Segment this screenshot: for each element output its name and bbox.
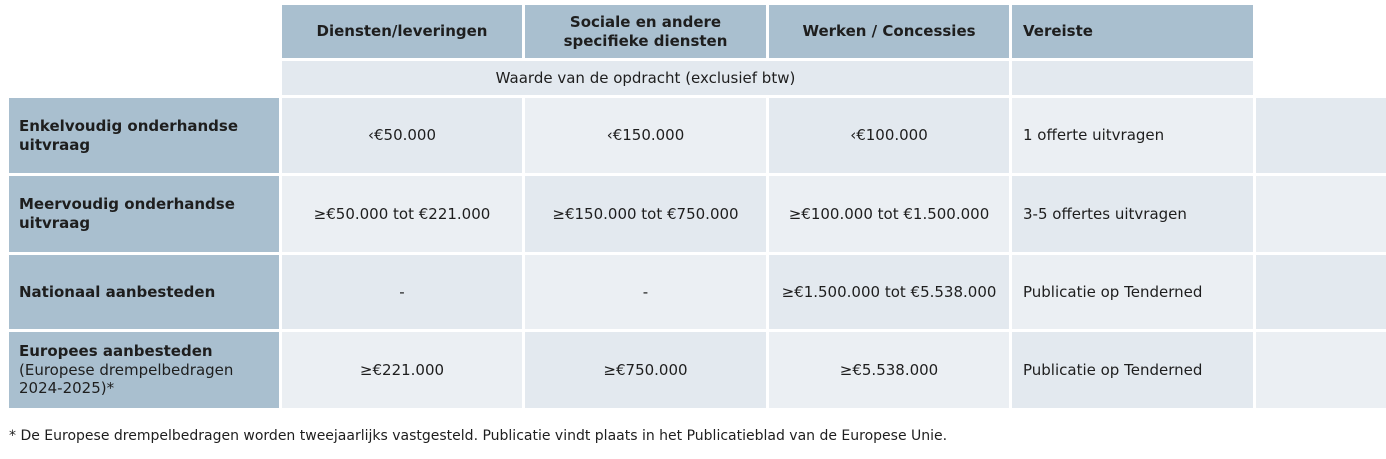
- table-cell: ≥€5.538.000: [769, 332, 1009, 408]
- row-spacer: [1256, 332, 1386, 408]
- subheader-spacer: [1256, 61, 1386, 95]
- table-cell: ≥€1.500.000 tot €5.538.000: [769, 255, 1009, 329]
- row-spacer: [1256, 255, 1386, 329]
- table-cell: ≥€50.000 tot €221.000: [282, 176, 522, 252]
- header-diensten-leveringen: Diensten/leveringen: [282, 5, 522, 58]
- table-cell: ≥€750.000: [525, 332, 766, 408]
- corner-cell: [9, 5, 279, 58]
- table-cell-requirement: Publicatie op Tenderned: [1012, 255, 1253, 329]
- row-title: Nationaal aanbesteden: [19, 282, 216, 301]
- header-sociale-diensten: Sociale en andere specifieke diensten: [525, 5, 766, 58]
- table-cell: -: [525, 255, 766, 329]
- row-title: Enkelvoudig onderhandse uitvraag: [19, 116, 239, 154]
- row-note: (Europese drempelbedragen 2024-2025)*: [19, 360, 234, 398]
- row-header-europees: [9, 332, 279, 408]
- table-cell: ≥€221.000: [282, 332, 522, 408]
- table-cell-requirement: Publicatie op Tenderned: [1012, 332, 1253, 408]
- row-header-meervoudig: [9, 176, 279, 252]
- header-vereiste: Vereiste: [1012, 5, 1253, 58]
- table-cell-requirement: 3-5 offertes uitvragen: [1012, 176, 1253, 252]
- header-werken-concessies: Werken / Concessies: [769, 5, 1009, 58]
- table-cell: -: [282, 255, 522, 329]
- table-cell: ≥€150.000 tot €750.000: [525, 176, 766, 252]
- row-spacer: [1256, 98, 1386, 173]
- subheader-vereiste-empty: [1012, 61, 1253, 95]
- subheader-corner: [9, 61, 279, 95]
- footnote: * De Europese drempelbedragen worden tweejaarlijks vastgesteld. Publicatie vindt plaats in het Publicatieblad van de Europese Unie.: [9, 428, 948, 444]
- row-header-nationaal: [9, 255, 279, 329]
- row-title: Europees aanbesteden: [19, 341, 213, 360]
- header-spacer: [1256, 5, 1386, 58]
- table-cell: ‹€100.000: [769, 98, 1009, 173]
- row-title: Meervoudig onderhandse uitvraag: [19, 195, 235, 232]
- subheader-value-label: Waarde van de opdracht (exclusief btw): [282, 61, 1009, 95]
- table-cell: ≥€100.000 tot €1.500.000: [769, 176, 1009, 252]
- table-cell: ‹€50.000: [282, 98, 522, 173]
- procurement-thresholds-table: [9, 5, 1386, 408]
- row-spacer: [1256, 176, 1386, 252]
- row-header-enkelvoudig: [9, 98, 279, 173]
- table-cell: ‹€150.000: [525, 98, 766, 173]
- table-cell-requirement: 1 offerte uitvragen: [1012, 98, 1253, 173]
